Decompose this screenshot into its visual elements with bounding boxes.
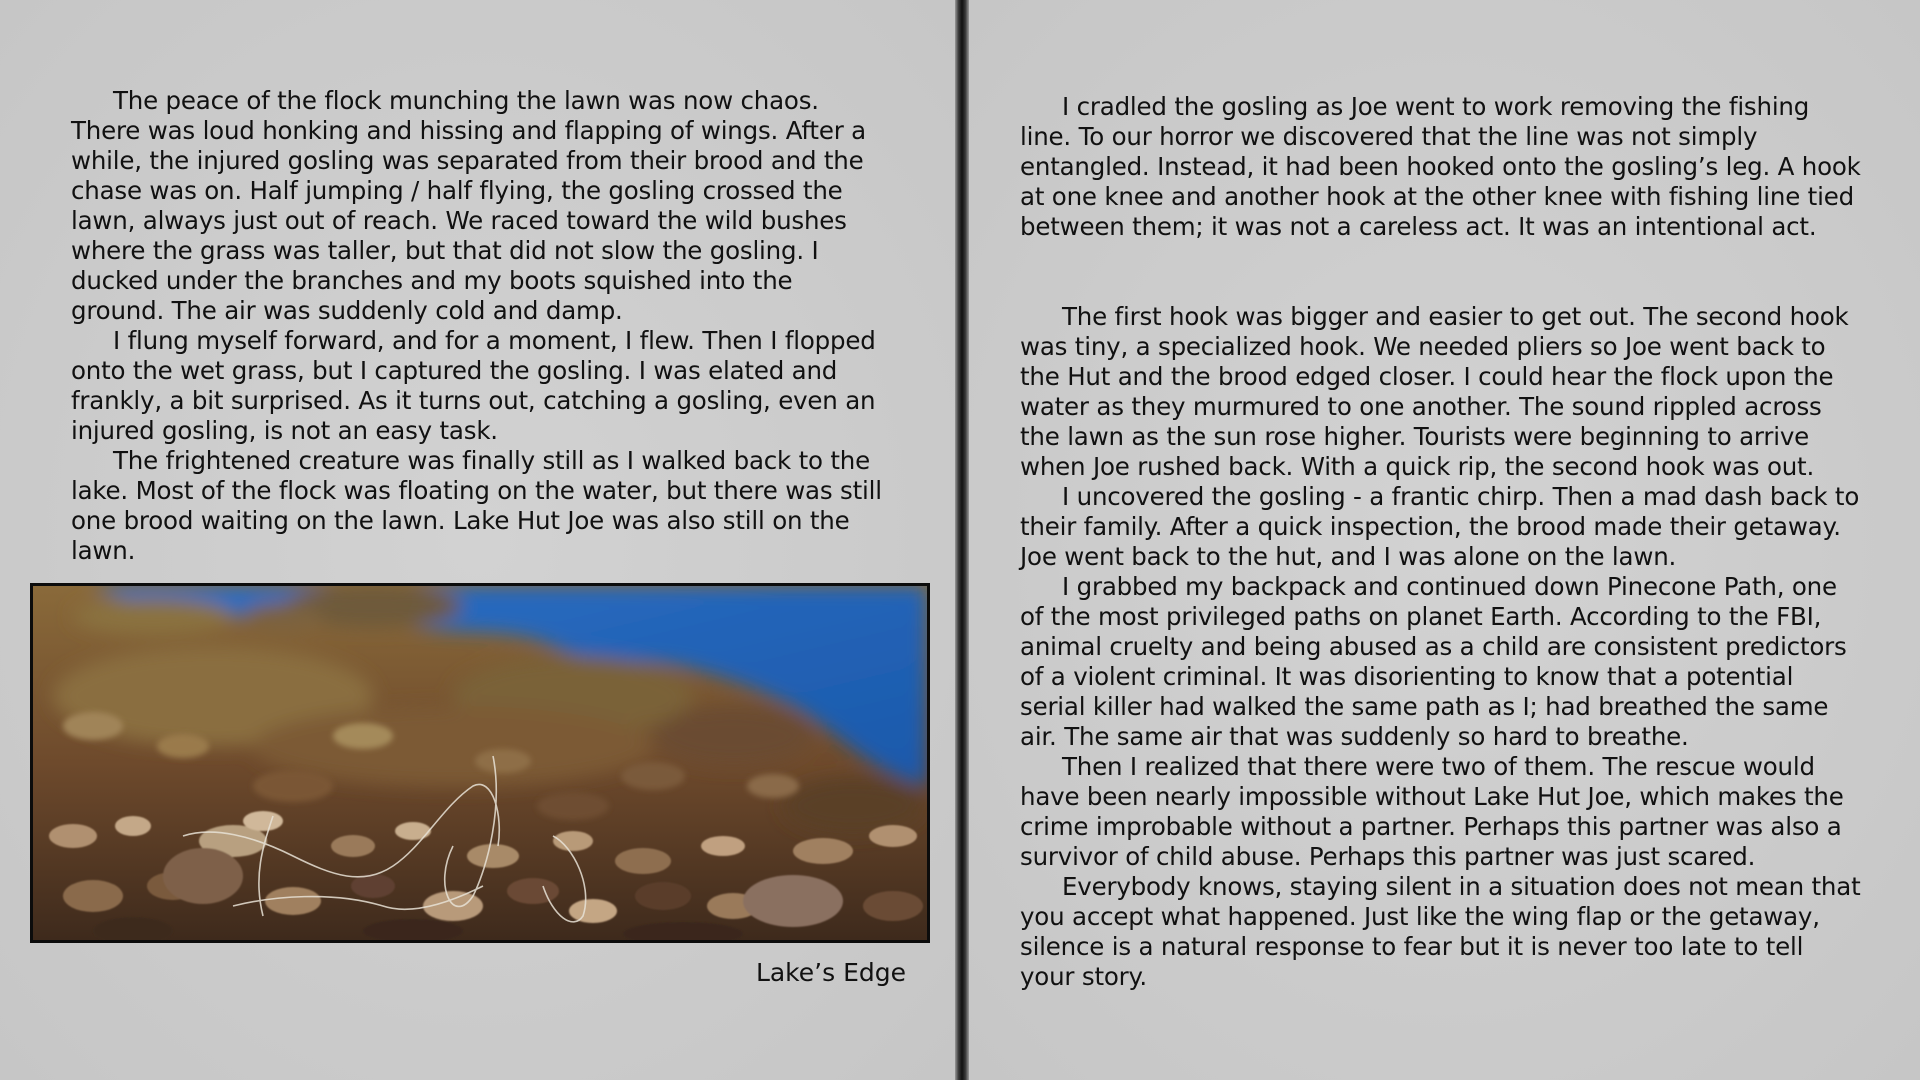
book-spine <box>955 0 969 1080</box>
right-page-text-top <box>1020 92 1862 242</box>
left-paragraph-3: The frightened creature was finally still as I walked back to the lake. Most of the flock was floating on the water, but there was still one brood waiting on the lawn. Lake Hut Joe was also still on the lawn. <box>71 446 882 565</box>
right-page-text-bottom <box>1020 302 1862 992</box>
lakes-edge-photo <box>30 583 930 943</box>
right-paragraph-2: The first hook was bigger and easier to get out. The second hook was tiny, a specialized hook. We needed pliers so Joe went back to the Hut and the brood edged closer. I could hear the flock upon the water as they murmured to one another. The sound rippled across the lawn as the sun rose higher. Tourists were beginning to arrive when Joe rushed back. With a quick rip, the second hook was out. <box>1020 302 1849 481</box>
right-paragraph-5: Then I realized that there were two of them. The rescue would have been nearly impossible without Lake Hut Joe, which makes the crime improbable without a partner. Perhaps this partner was also a survivor of child abuse. Perhaps this partner was just scared. <box>1020 752 1844 871</box>
right-paragraph-1: I cradled the gosling as Joe went to work removing the fishing line. To our horror we discovered that the line was not simply entangled. Instead, it had been hooked onto the gosling’s leg. A hook at one knee and another hook at the other knee with fishing line tied between them; it was not a careless act. It was an intentional act. <box>1020 92 1861 241</box>
photo-caption: Lake’s Edge <box>755 958 906 987</box>
right-paragraph-4: I grabbed my backpack and continued down Pinecone Path, one of the most privileged paths on planet Earth. According to the FBI, animal cruelty and being abused as a child are consistent predictors of a violent criminal. It was disorienting to know that a potential serial killer had walked the same path as I; had breathed the same air. The same air that was suddenly so hard to breathe. <box>1020 572 1847 751</box>
left-paragraph-2: I flung myself forward, and for a moment, I flew. Then I flopped onto the wet grass, but I captured the gosling. I was elated and frankly, a bit surprised. As it turns out, catching a gosling, even an injured gosling, is not an easy task. <box>71 326 876 445</box>
left-paragraph-1: The peace of the flock munching the lawn was now chaos. There was loud honking and hissing and flapping of wings. After a while, the injured gosling was separated from their brood and the chase was on. Half jumping / half flying, the gosling crossed the lawn, always just out of reach. We raced toward the wild bushes where the grass was taller, but that did not slow the gosling. I ducked under the branches and my boots squished into the ground. The air was suddenly cold and damp. <box>71 86 866 325</box>
right-paragraph-6: Everybody knows, staying silent in a situation does not mean that you accept what happened. Just like the wing flap or the getaway, silence is a natural response to fear but it is never too late to tell your story. <box>1020 872 1861 991</box>
right-paragraph-3: I uncovered the gosling - a frantic chirp. Then a mad dash back to their family. After a quick inspection, the brood made their getaway. Joe went back to the hut, and I was alone on the lawn. <box>1020 482 1860 571</box>
left-page-text <box>71 86 883 566</box>
